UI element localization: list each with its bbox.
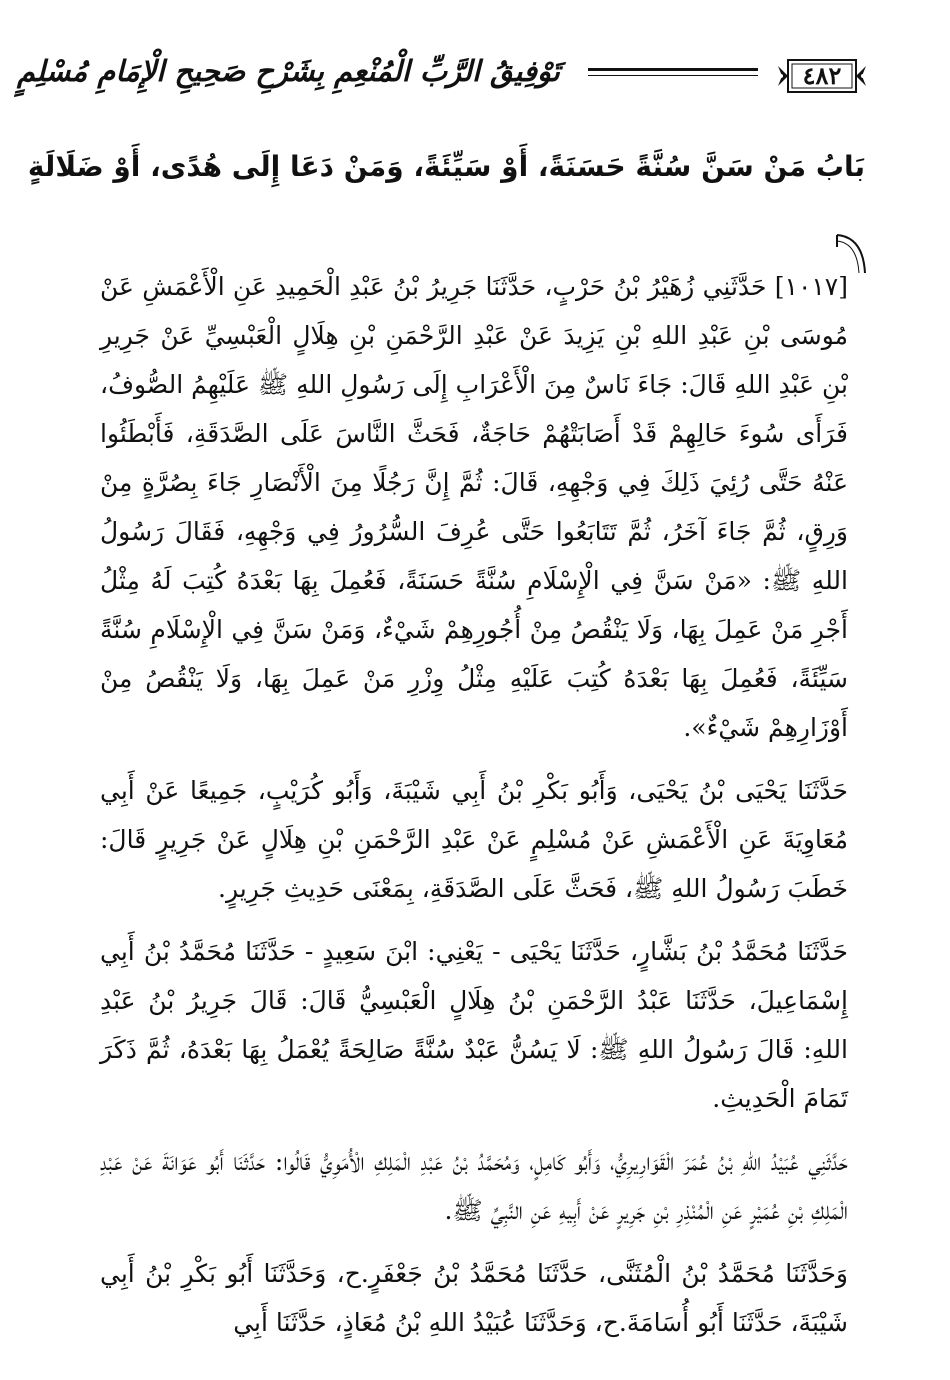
hadith-body xyxy=(100,262,848,1361)
hadith-paragraph: حَدَّثَنَا يَحْيَى بْنُ يَحْيَى، وَأَبُو بَكْرِ بْنُ أَبِي شَيْبَةَ، وَأَبُو كُرَيْبٍ، جَمِيعًا عَنْ أَبِي مُعَاوِيَةَ عَنِ الْأَعْمَشِ عَنْ مُسْلِمٍ عَنْ عَبْدِ الرَّحْمَنِ بْنِ هِلَالٍ عَنْ جَرِيرٍ قَالَ: خَطَبَ رَسُولُ اللهِ ﷺ، فَحَثَّ عَلَى الصَّدَقَةِ، بِمَعْنَى حَدِيثِ جَرِيرٍ. xyxy=(100,776,848,903)
book-title: تَوْفِيقُ الرَّبِّ الْمُنْعِمِ بِشَرْحِ صَحِيحِ الْإِمَامِ مُسْلِمٍ xyxy=(16,54,560,88)
hadith-paragraph: [١٠١٧] حَدَّثَنِي زُهَيْرُ بْنُ حَرْبٍ، حَدَّثَنَا جَرِيرُ بْنُ عَبْدِ الْحَمِيدِ عَنِ الْأَعْمَشِ عَنْ مُوسَى بْنِ عَبْدِ اللهِ بْنِ يَزِيدَ عَنْ عَبْدِ الرَّحْمَنِ بْنِ هِلَالٍ الْعَبْسِيِّ عَنْ جَرِيرِ بْنِ عَبْدِ اللهِ قَالَ: جَاءَ نَاسٌ مِنَ الْأَعْرَابِ إِلَى رَسُولِ اللهِ ﷺ عَلَيْهِمُ الصُّوفُ، فَرَأَى سُوءَ حَالِهِمْ قَدْ أَصَابَتْهُمْ حَاجَةٌ، فَحَثَّ النَّاسَ عَلَى الصَّدَقَةِ، فَأَبْطَئُوا عَنْهُ حَتَّى رُئِيَ ذَلِكَ فِي وَجْهِهِ، قَالَ: ثُمَّ إِنَّ رَجُلًا مِنَ الْأَنْصَارِ جَاءَ بِصُرَّةٍ مِنْ وَرِقٍ، ثُمَّ جَاءَ آخَرُ، ثُمَّ تَتَابَعُوا حَتَّى عُرِفَ السُّرُورُ فِي وَجْهِهِ، فَقَالَ رَسُولُ اللهِ ﷺ: «مَنْ سَنَّ فِي الْإِسْلَامِ سُنَّةً حَسَنَةً، فَعُمِلَ بِهَا بَعْدَهُ كُتِبَ لَهُ مِثْلُ أَجْرِ مَنْ عَمِلَ بِهَا، وَلَا يَنْقُصُ مِنْ أُجُورِهِمْ شَيْءٌ، وَمَنْ سَنَّ فِي الْإِسْلَامِ سُنَّةً سَيِّئَةً، فَعُمِلَ بِهَا بَعْدَهُ كُتِبَ عَلَيْهِ مِثْلُ وِزْرِ مَنْ عَمِلَ بِهَا، وَلَا يَنْقُصُ مِنْ أَوْزَارِهِمْ شَيْءٌ». xyxy=(100,272,848,742)
running-header xyxy=(16,48,870,108)
hadith-paragraph: حَدَّثَنِي عُبَيْدُ اللهِ بْنُ عُمَرَ الْقَوَارِيرِيُّ، وَأَبُو كَامِلٍ، وَمُحَمَّدُ بْنُ عَبْدِ الْمَلِكِ الْأُمَوِيُّ قَالُوا: حَدَّثَنَا أَبُو عَوَانَةَ عَنْ عَبْدِ الْمَلِكِ بْنِ عُمَيْرٍ عَنِ الْمُنْذِرِ بْنِ جَرِيرٍ عَنْ أَبِيهِ عَنِ النَّبِيِّ ﷺ. xyxy=(100,1147,848,1225)
chapter-title: بَابُ مَنْ سَنَّ سُنَّةً حَسَنَةً، أَوْ سَيِّئَةً، وَمَنْ دَعَا إِلَى هُدًى، أَوْ ضَلَالَةٍ xyxy=(27,150,865,183)
page-number-frame xyxy=(774,54,870,98)
header-rule xyxy=(588,68,758,80)
hadith-paragraph: وَحَدَّثَنَا مُحَمَّدُ بْنُ الْمُثَنَّى، حَدَّثَنَا مُحَمَّدُ بْنُ جَعْفَرٍ.ح، وَحَدَّثَنَا أَبُو بَكْرِ بْنُ أَبِي شَيْبَةَ، حَدَّثَنَا أَبُو أُسَامَةَ.ح، وَحَدَّثَنَا عُبَيْدُ اللهِ بْنُ مُعَاذٍ، حَدَّثَنَا أَبِي xyxy=(100,1259,848,1337)
page-number: ٤٨٢ xyxy=(802,61,842,90)
hadith-paragraph: حَدَّثَنَا مُحَمَّدُ بْنُ بَشَّارٍ، حَدَّثَنَا يَحْيَى - يَعْنِي: ابْنَ سَعِيدٍ - حَدَّثَنَا مُحَمَّدُ بْنُ أَبِي إِسْمَاعِيلَ، حَدَّثَنَا عَبْدُ الرَّحْمَنِ بْنُ هِلَالٍ الْعَبْسِيُّ قَالَ: قَالَ جَرِيرُ بْنُ عَبْدِ اللهِ: قَالَ رَسُولُ اللهِ ﷺ: لَا يَسُنُّ عَبْدٌ سُنَّةً صَالِحَةً يُعْمَلُ بِهَا بَعْدَهُ، ثُمَّ ذَكَرَ تَمَامَ الْحَدِيثِ. xyxy=(100,937,848,1113)
